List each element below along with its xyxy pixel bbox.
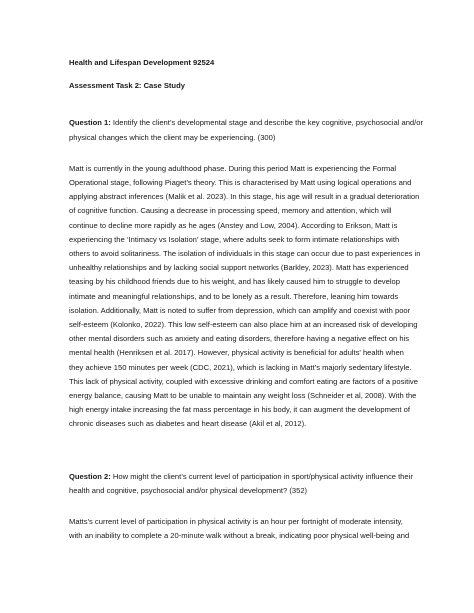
answer-1-line: isolation. Additionally, Matt is noted to suffer from depression, which can amplify and coexist with poor (69, 305, 411, 315)
answer-2 (69, 515, 412, 543)
answer-1-line: mental health (Henriksen et al. 2017). However, physical activity is beneficial for adults' health when (69, 348, 404, 358)
course-title: Health and Lifespan Development 92524 (69, 58, 215, 67)
answer-1-line: energy balance, causing Matt to be unable to maintain any weight loss (Schneider et al, 2008). With the (69, 391, 417, 401)
answer-1-line: continue to decline more rapidly as he ages (Anstey and Low, 2004). According to Erikson, Matt is (69, 220, 398, 230)
answer-1-line: Operational stage, following Piaget’s theory. This is characterised by Matt using logical operations and (69, 178, 412, 188)
answer-1-line: of cognitive function. Causing a decrease in processing speed, memory and attention, which will (69, 206, 392, 216)
question-2-label: Question 2: (69, 471, 111, 481)
question-2-text: How might the client’s current level of participation in sport/physical activity influence their (110, 471, 413, 481)
answer-1 (69, 162, 421, 432)
answer-1-line: This lack of physical activity, coupled with excessive drinking and comfort eating are factors of a positive (69, 376, 418, 386)
question-1-line-1 (69, 116, 424, 130)
answer-1-line: Matt is currently in the young adulthood phase. During this period Matt is experiencing the Formal (69, 163, 397, 173)
answer-1-line: self-esteem (Kolonko, 2022). This low self-esteem can also place him at an increased risk of developing (69, 320, 418, 330)
answer-1-line: intimate and meaningful relationships, and to be lonely as a result. Therefore, leaning him towards (69, 291, 399, 301)
answer-1-line: they achieve 150 minutes per week (CDC, 2021), which is lacking in Matt’s majorly sedentary lifestyle. (69, 362, 412, 372)
answer-1-line: others to avoid solitariness. The isolation of individuals in this stage can occur due to past experiences in (69, 249, 421, 259)
answer-1-line: chronic diseases such as diabetes and heart disease (Akil et al, 2012). (69, 419, 307, 429)
assessment-title: Assessment Task 2: Case Study (69, 81, 185, 91)
question-2 (69, 470, 412, 498)
answer-1-line: experiencing the ‘Intimacy vs Isolation’ stage, where adults seek to form intimate relationships with (69, 234, 400, 244)
question-1-line-2: physical changes which the client may be experiencing. (300) (69, 132, 276, 142)
question-1 (69, 116, 424, 144)
answer-1-line: unhealthy relationships and by lacking social support networks (Barkley, 2023). Matt has experienced (69, 263, 409, 273)
question-2-line-2: health and cognitive, psychosocial and/or physical development? (352) (69, 485, 308, 495)
question-1-label: Question 1: (69, 118, 111, 128)
question-1-text: Identify the client’s developmental stage and describe the key cognitive, psychosocial and/or (110, 118, 424, 128)
answer-2-line: Matts's current level of participation in physical activity is an hour per fortnight of moderate intensity, (69, 517, 403, 527)
answer-1-line: teasing by his childhood friends due to his weight, and has likely caused him to struggle to develop (69, 277, 400, 287)
question-2-line-1 (69, 470, 412, 484)
answer-1-line: high energy intake increasing the fat mass percentage in his body, it can augment the development of (69, 405, 410, 415)
answer-1-line: applying abstract inferences (Malik et al. 2023). In this stage, his age will result in a gradual deterioration (69, 192, 420, 202)
answer-1-line: other mental disorders such as anxiety and eating disorders, therefore having a negative effect on his (69, 334, 410, 344)
answer-2-line: with an inability to complete a 20-minute walk without a break, indicating poor physical well-being and (69, 531, 410, 541)
